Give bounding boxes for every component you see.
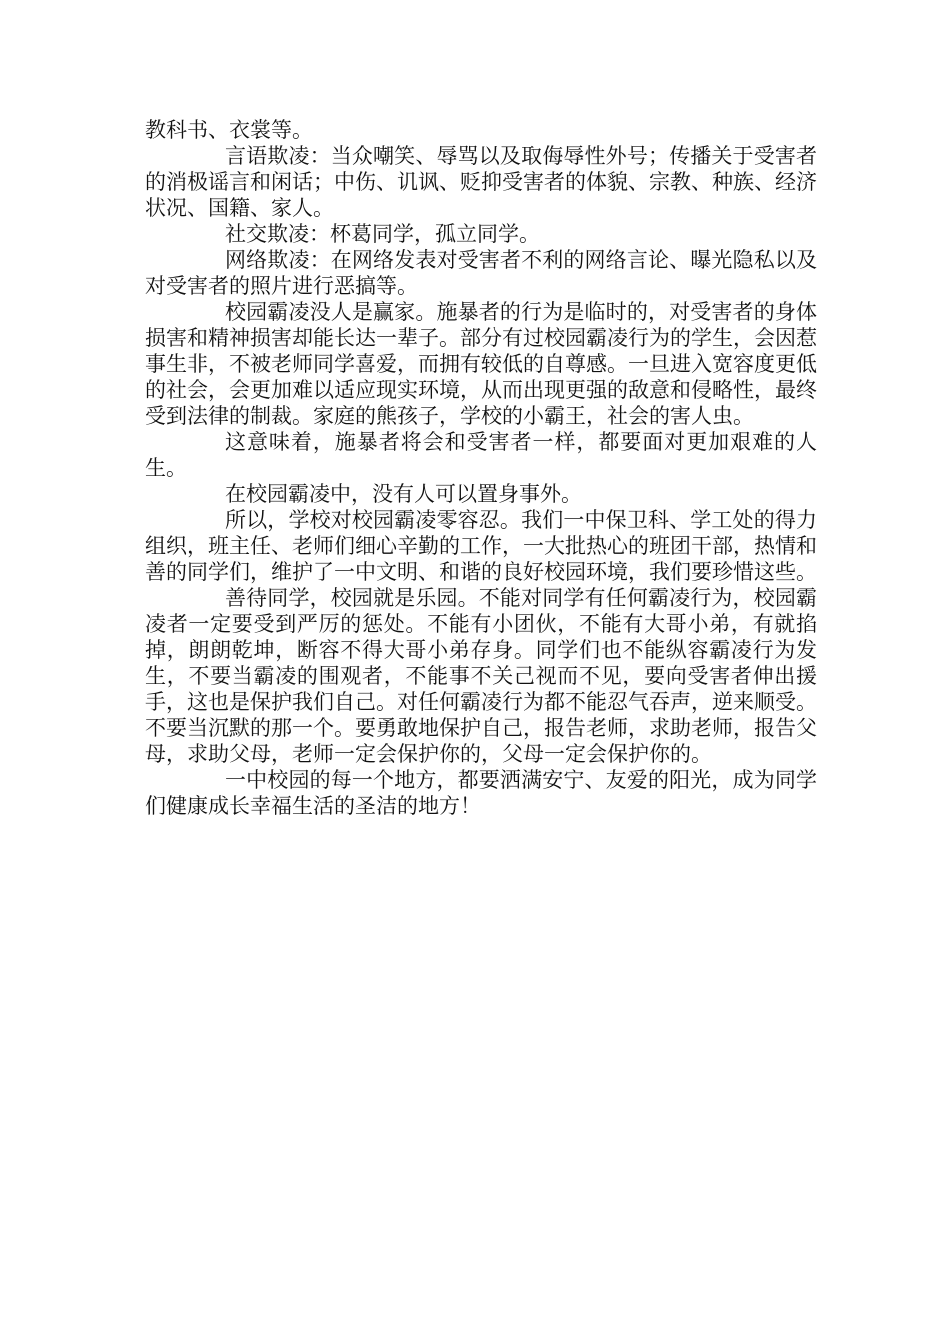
paragraph-harder-life: 这意味着，施暴者将会和受害者一样，都要面对更加艰难的人生。 xyxy=(145,430,817,480)
paragraph-social-bullying: 社交欺凌：杯葛同学，孤立同学。 xyxy=(225,222,540,246)
document-body xyxy=(145,117,817,819)
paragraph-verbal-bullying: 言语欺凌：当众嘲笑、辱骂以及取侮辱性外号；传播关于受害者的消极谣言和闲话；中伤、讥讽、贬抑受害者的体貌、宗教、种族、经济状况、国籍、家人。 xyxy=(145,144,817,220)
paragraph-no-bystanders: 在校园霸凌中，没有人可以置身事外。 xyxy=(225,482,582,506)
paragraph-treat-classmates: 善待同学，校园就是乐园。不能对同学有任何霸凌行为，校园霸凌者一定要受到严厉的惩处。不能有小团伙，不能有大哥小弟，有就掐掉，朗朗乾坤，断容不得大哥小弟存身。同学们也不能纵容霸凌行为发生，不要当霸凌的围观者，不能事不关己视而不见，要向受害者伸出援手，这也是保护我们自己。对任何霸凌行为都不能忍气吞声，逆来顺受。不要当沉默的那一个。要勇敢地保护自己，报告老师，求助老师，报告父母，求助父母，老师一定会保护你的，父母一定会保护你的。 xyxy=(145,586,817,766)
paragraph-cyber-bullying: 网络欺凌：在网络发表对受害者不利的网络言论、曝光隐私以及对受害者的照片进行恶搞等。 xyxy=(145,248,817,298)
paragraph-continuation: 教科书、衣裳等。 xyxy=(145,118,313,142)
paragraph-closing: 一中校园的每一个地方，都要洒满安宁、友爱的阳光，成为同学们健康成长幸福生活的圣洁的地方！ xyxy=(145,768,817,818)
paragraph-zero-tolerance: 所以，学校对校园霸凌零容忍。我们一中保卫科、学工处的得力组织，班主任、老师们细心辛勤的工作，一大批热心的班团干部，热情和善的同学们，维护了一中文明、和谐的良好校园环境，我们要珍惜这些。 xyxy=(145,508,817,584)
paragraph-no-winners: 校园霸凌没人是赢家。施暴者的行为是临时的，对受害者的身体损害和精神损害却能长达一辈子。部分有过校园霸凌行为的学生，会因惹事生非，不被老师同学喜爱，而拥有较低的自尊感。一旦进入宽容度更低的社会，会更加难以适应现实环境，从而出现更强的敌意和侵略性，最终受到法律的制裁。家庭的熊孩子，学校的小霸王，社会的害人虫。 xyxy=(145,300,817,428)
